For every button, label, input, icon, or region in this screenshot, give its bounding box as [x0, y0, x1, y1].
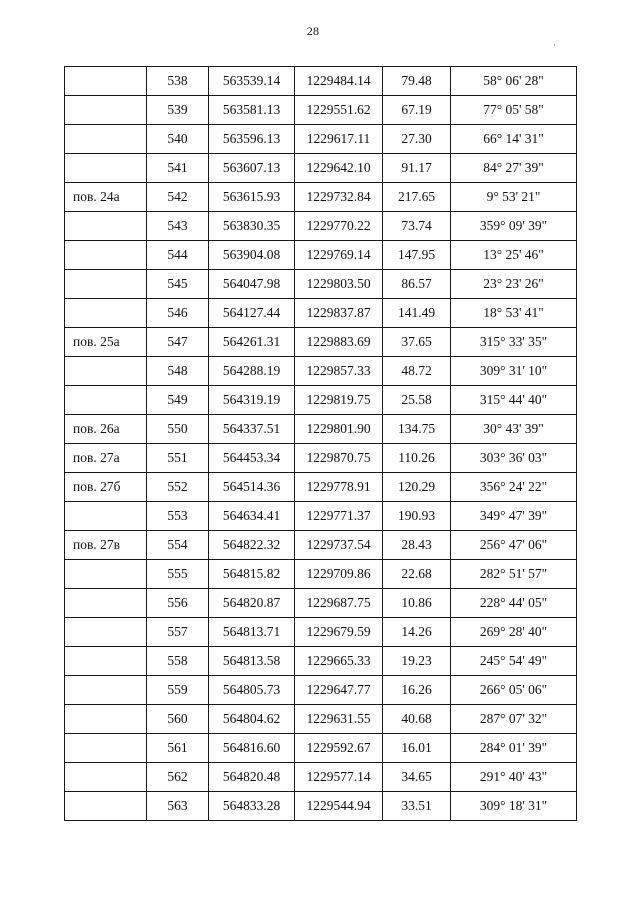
x-coordinate-cell: 564815.82	[209, 560, 295, 589]
point-number-cell: 561	[147, 734, 209, 763]
direction-angle-cell: 256° 47' 06"	[451, 531, 577, 560]
turn-point-cell	[65, 96, 147, 125]
point-number-cell: 538	[147, 67, 209, 96]
y-coordinate-cell: 1229617.11	[295, 125, 383, 154]
segment-length-cell: 19.23	[383, 647, 451, 676]
point-number-cell: 560	[147, 705, 209, 734]
x-coordinate-cell: 563596.13	[209, 125, 295, 154]
table-row	[65, 241, 577, 270]
table-row	[65, 473, 577, 502]
y-coordinate-cell: 1229801.90	[295, 415, 383, 444]
direction-angle-cell: 309° 18' 31"	[451, 792, 577, 821]
direction-angle-cell: 58° 06' 28"	[451, 67, 577, 96]
x-coordinate-cell: 564820.87	[209, 589, 295, 618]
point-number-cell: 563	[147, 792, 209, 821]
turn-point-cell	[65, 299, 147, 328]
y-coordinate-cell: 1229679.59	[295, 618, 383, 647]
direction-angle-cell: 291° 40' 43"	[451, 763, 577, 792]
turn-point-cell	[65, 502, 147, 531]
x-coordinate-cell: 564822.32	[209, 531, 295, 560]
direction-angle-cell: 13° 25' 46"	[451, 241, 577, 270]
table-row	[65, 444, 577, 473]
y-coordinate-cell: 1229803.50	[295, 270, 383, 299]
x-coordinate-cell: 564813.71	[209, 618, 295, 647]
y-coordinate-cell: 1229631.55	[295, 705, 383, 734]
direction-angle-cell: 315° 44' 40"	[451, 386, 577, 415]
turn-point-cell	[65, 241, 147, 270]
point-number-cell: 555	[147, 560, 209, 589]
segment-length-cell: 79.48	[383, 67, 451, 96]
y-coordinate-cell: 1229551.62	[295, 96, 383, 125]
segment-length-cell: 28.43	[383, 531, 451, 560]
point-number-cell: 562	[147, 763, 209, 792]
y-coordinate-cell: 1229771.37	[295, 502, 383, 531]
segment-length-cell: 14.26	[383, 618, 451, 647]
turn-point-cell	[65, 212, 147, 241]
y-coordinate-cell: 1229819.75	[295, 386, 383, 415]
y-coordinate-cell: 1229857.33	[295, 357, 383, 386]
segment-length-cell: 110.26	[383, 444, 451, 473]
table-row	[65, 67, 577, 96]
direction-angle-cell: 84° 27' 39"	[451, 154, 577, 183]
direction-angle-cell: 284° 01' 39"	[451, 734, 577, 763]
segment-length-cell: 67.19	[383, 96, 451, 125]
point-number-cell: 559	[147, 676, 209, 705]
table-row	[65, 705, 577, 734]
segment-length-cell: 73.74	[383, 212, 451, 241]
direction-angle-cell: 66° 14' 31"	[451, 125, 577, 154]
x-coordinate-cell: 564514.36	[209, 473, 295, 502]
turn-point-cell: пов. 27в	[65, 531, 147, 560]
point-number-cell: 557	[147, 618, 209, 647]
table-row	[65, 328, 577, 357]
segment-length-cell: 33.51	[383, 792, 451, 821]
point-number-cell: 551	[147, 444, 209, 473]
y-coordinate-cell: 1229883.69	[295, 328, 383, 357]
x-coordinate-cell: 564127.44	[209, 299, 295, 328]
table-row	[65, 386, 577, 415]
table-row	[65, 357, 577, 386]
x-coordinate-cell: 564337.51	[209, 415, 295, 444]
segment-length-cell: 34.65	[383, 763, 451, 792]
table-row	[65, 183, 577, 212]
turn-point-cell	[65, 154, 147, 183]
y-coordinate-cell: 1229737.54	[295, 531, 383, 560]
direction-angle-cell: 349° 47' 39"	[451, 502, 577, 531]
table-row	[65, 763, 577, 792]
segment-length-cell: 22.68	[383, 560, 451, 589]
x-coordinate-cell: 564261.31	[209, 328, 295, 357]
table-row	[65, 299, 577, 328]
turn-point-cell	[65, 792, 147, 821]
x-coordinate-cell: 563607.13	[209, 154, 295, 183]
turn-point-cell	[65, 357, 147, 386]
segment-length-cell: 16.01	[383, 734, 451, 763]
x-coordinate-cell: 564319.19	[209, 386, 295, 415]
x-coordinate-cell: 563830.35	[209, 212, 295, 241]
x-coordinate-cell: 564833.28	[209, 792, 295, 821]
y-coordinate-cell: 1229732.84	[295, 183, 383, 212]
point-number-cell: 542	[147, 183, 209, 212]
segment-length-cell: 120.29	[383, 473, 451, 502]
x-coordinate-cell: 564820.48	[209, 763, 295, 792]
table-row	[65, 96, 577, 125]
y-coordinate-cell: 1229687.75	[295, 589, 383, 618]
turn-point-cell: пов. 25а	[65, 328, 147, 357]
x-coordinate-cell: 564813.58	[209, 647, 295, 676]
segment-length-cell: 217.65	[383, 183, 451, 212]
y-coordinate-cell: 1229837.87	[295, 299, 383, 328]
segment-length-cell: 16.26	[383, 676, 451, 705]
direction-angle-cell: 23° 23' 26"	[451, 270, 577, 299]
turn-point-cell	[65, 618, 147, 647]
y-coordinate-cell: 1229870.75	[295, 444, 383, 473]
direction-angle-cell: 356° 24' 22"	[451, 473, 577, 502]
x-coordinate-cell: 564804.62	[209, 705, 295, 734]
segment-length-cell: 91.17	[383, 154, 451, 183]
x-coordinate-cell: 563539.14	[209, 67, 295, 96]
table-row	[65, 589, 577, 618]
x-coordinate-cell: 564453.34	[209, 444, 295, 473]
point-number-cell: 543	[147, 212, 209, 241]
direction-angle-cell: 315° 33' 35"	[451, 328, 577, 357]
point-number-cell: 552	[147, 473, 209, 502]
x-coordinate-cell: 564634.41	[209, 502, 295, 531]
table-row	[65, 792, 577, 821]
direction-angle-cell: 77° 05' 58"	[451, 96, 577, 125]
turn-point-cell	[65, 734, 147, 763]
point-number-cell: 554	[147, 531, 209, 560]
table-row	[65, 531, 577, 560]
point-number-cell: 546	[147, 299, 209, 328]
segment-length-cell: 37.65	[383, 328, 451, 357]
y-coordinate-cell: 1229778.91	[295, 473, 383, 502]
coordinates-table	[64, 66, 577, 821]
turn-point-cell	[65, 589, 147, 618]
direction-angle-cell: 309° 31' 10"	[451, 357, 577, 386]
point-number-cell: 558	[147, 647, 209, 676]
turn-point-cell: пов. 27а	[65, 444, 147, 473]
direction-angle-cell: 245° 54' 49"	[451, 647, 577, 676]
point-number-cell: 540	[147, 125, 209, 154]
y-coordinate-cell: 1229544.94	[295, 792, 383, 821]
y-coordinate-cell: 1229665.33	[295, 647, 383, 676]
segment-length-cell: 27.30	[383, 125, 451, 154]
y-coordinate-cell: 1229770.22	[295, 212, 383, 241]
segment-length-cell: 147.95	[383, 241, 451, 270]
segment-length-cell: 48.72	[383, 357, 451, 386]
y-coordinate-cell: 1229577.14	[295, 763, 383, 792]
table-row	[65, 125, 577, 154]
turn-point-cell	[65, 386, 147, 415]
direction-angle-cell: 359° 09' 39"	[451, 212, 577, 241]
direction-angle-cell: 18° 53' 41"	[451, 299, 577, 328]
page-number: 28	[306, 24, 320, 38]
turn-point-cell	[65, 647, 147, 676]
segment-length-cell: 10.86	[383, 589, 451, 618]
table-row	[65, 560, 577, 589]
point-number-cell: 548	[147, 357, 209, 386]
table-row	[65, 415, 577, 444]
y-coordinate-cell: 1229642.10	[295, 154, 383, 183]
turn-point-cell	[65, 125, 147, 154]
x-coordinate-cell: 563615.93	[209, 183, 295, 212]
table-row	[65, 270, 577, 299]
point-number-cell: 550	[147, 415, 209, 444]
direction-angle-cell: 303° 36' 03"	[451, 444, 577, 473]
direction-angle-cell: 282° 51' 57"	[451, 560, 577, 589]
turn-point-cell	[65, 763, 147, 792]
table-row	[65, 154, 577, 183]
y-coordinate-cell: 1229592.67	[295, 734, 383, 763]
direction-angle-cell: 266° 05' 06"	[451, 676, 577, 705]
coordinates-table-body	[65, 67, 577, 821]
point-number-cell: 553	[147, 502, 209, 531]
turn-point-cell	[65, 270, 147, 299]
turn-point-cell: пов. 26а	[65, 415, 147, 444]
turn-point-cell	[65, 705, 147, 734]
segment-length-cell: 40.68	[383, 705, 451, 734]
direction-angle-cell: 269° 28' 40"	[451, 618, 577, 647]
segment-length-cell: 141.49	[383, 299, 451, 328]
y-coordinate-cell: 1229709.86	[295, 560, 383, 589]
point-number-cell: 547	[147, 328, 209, 357]
segment-length-cell: 25.58	[383, 386, 451, 415]
direction-angle-cell: 9° 53' 21"	[451, 183, 577, 212]
margin-mark: ·	[553, 40, 556, 50]
x-coordinate-cell: 564288.19	[209, 357, 295, 386]
x-coordinate-cell: 564805.73	[209, 676, 295, 705]
point-number-cell: 539	[147, 96, 209, 125]
x-coordinate-cell: 563581.13	[209, 96, 295, 125]
point-number-cell: 541	[147, 154, 209, 183]
turn-point-cell	[65, 676, 147, 705]
point-number-cell: 545	[147, 270, 209, 299]
table-row	[65, 734, 577, 763]
direction-angle-cell: 228° 44' 05"	[451, 589, 577, 618]
segment-length-cell: 190.93	[383, 502, 451, 531]
table-row	[65, 502, 577, 531]
table-row	[65, 647, 577, 676]
point-number-cell: 556	[147, 589, 209, 618]
turn-point-cell	[65, 560, 147, 589]
y-coordinate-cell: 1229769.14	[295, 241, 383, 270]
point-number-cell: 549	[147, 386, 209, 415]
x-coordinate-cell: 564047.98	[209, 270, 295, 299]
x-coordinate-cell: 563904.08	[209, 241, 295, 270]
x-coordinate-cell: 564816.60	[209, 734, 295, 763]
table-row	[65, 618, 577, 647]
turn-point-cell: пов. 24а	[65, 183, 147, 212]
turn-point-cell: пов. 27б	[65, 473, 147, 502]
segment-length-cell: 134.75	[383, 415, 451, 444]
y-coordinate-cell: 1229647.77	[295, 676, 383, 705]
y-coordinate-cell: 1229484.14	[295, 67, 383, 96]
point-number-cell: 544	[147, 241, 209, 270]
segment-length-cell: 86.57	[383, 270, 451, 299]
table-row	[65, 676, 577, 705]
direction-angle-cell: 30° 43' 39"	[451, 415, 577, 444]
direction-angle-cell: 287° 07' 32"	[451, 705, 577, 734]
table-row	[65, 212, 577, 241]
turn-point-cell	[65, 67, 147, 96]
